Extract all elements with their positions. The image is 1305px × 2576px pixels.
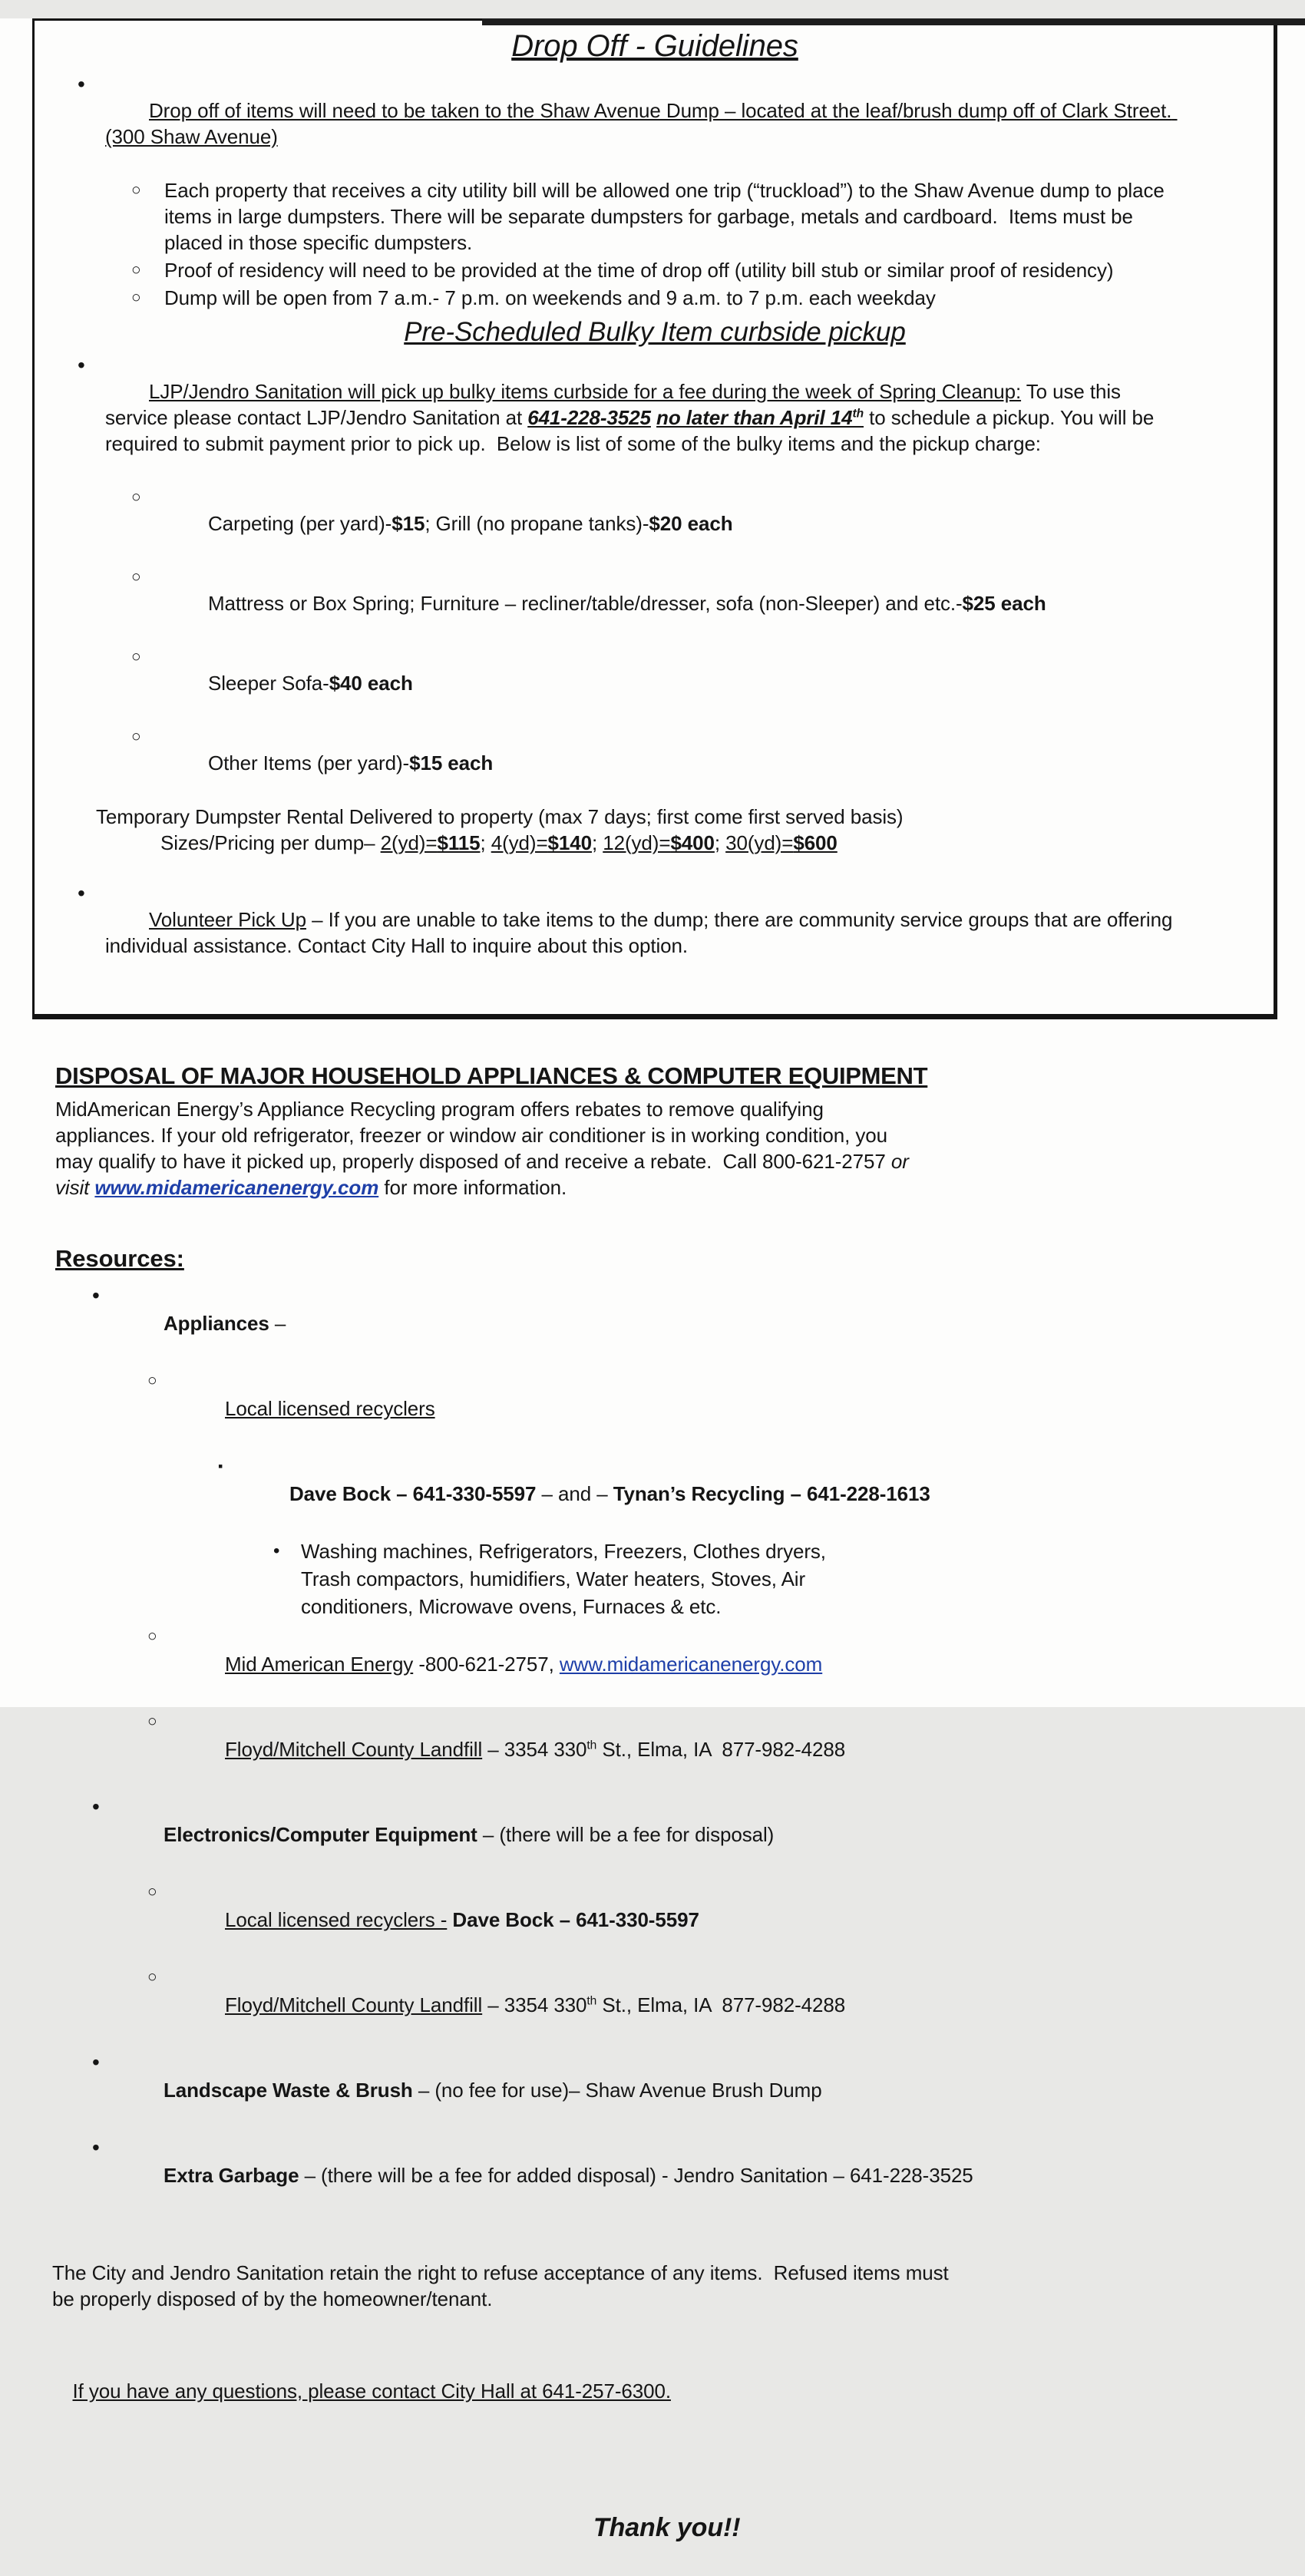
pickup-deadline xyxy=(656,406,864,429)
size-price: $400 xyxy=(670,831,715,854)
size-price: $115 xyxy=(437,831,481,854)
disposal-closing-text: for more information. xyxy=(378,1176,567,1199)
dash-text: – xyxy=(269,1312,286,1335)
separator-text: ; xyxy=(592,831,603,854)
spacer-text xyxy=(651,406,656,429)
midamerican-energy-text xyxy=(181,1623,822,1706)
bullet-each-property xyxy=(59,177,1250,256)
size-label: 30(yd)= xyxy=(725,831,794,854)
price-value: $25 each xyxy=(962,592,1046,615)
price-value: $40 each xyxy=(329,672,413,695)
landfill-label: Floyd/Mitchell County Landfill xyxy=(225,1993,483,2016)
extra-garbage-note: – (there will be a fee for added disposal) - Jendro Sanitation – 641-228-3525 xyxy=(299,2164,973,2187)
disposal-body-text: MidAmerican Energy’s Appliance Recycling program offers rebates to remove qualifying appliances. If your old refrigerator, freezer or window air conditioner is in working condition, you may qualify to have it picked up, properly disposed of and receive a rebate. Call 800-621-2757 xyxy=(55,1098,894,1173)
square-bullet-icon: ▪ xyxy=(218,1458,223,1474)
bullet-electronics xyxy=(55,1793,1305,1876)
disc-bullet-icon: • xyxy=(273,1541,280,1561)
ordinal-suffix: th xyxy=(852,407,864,421)
volunteer-description: – If you are unable to take items to the dump; there are community service groups that are offering individual assistance. Contact City Hall to inquire about this option. xyxy=(105,908,1178,957)
disc-bullet-icon: • xyxy=(78,72,85,96)
sizes-pricing-line xyxy=(160,830,1250,856)
guidelines-title-text: Drop Off - Guidelines xyxy=(511,29,798,63)
circle-bullet-icon: ○ xyxy=(131,728,141,745)
circle-bullet-icon: ○ xyxy=(147,1968,157,1986)
disc-bullet-icon: • xyxy=(92,1283,100,1307)
landfill-text xyxy=(181,1963,845,2046)
bullet-dave-bock-tynans xyxy=(55,1452,1305,1535)
proof-residency-text: Proof of residency will need to be provided at the time of drop off (utility bill stub or similar proof of residency) xyxy=(164,259,1114,282)
circle-bullet-icon: ○ xyxy=(131,648,141,665)
item-label: ; Grill (no propane tanks)- xyxy=(425,512,649,535)
tynans-contact: Tynan’s Recycling – 641-228-1613 xyxy=(613,1482,930,1505)
and-separator: – and – xyxy=(536,1482,613,1505)
appliance-types-text: Washing machines, Refrigerators, Freezers, Clothes dryers, Trash compactors, humidifiers, Water heaters, Stoves, Air conditioners, Microwave ovens, Furnaces & etc. xyxy=(301,1540,831,1618)
guidelines-box xyxy=(32,18,1277,1019)
landfill-address-phone: St., Elma, IA 877-982-4288 xyxy=(596,1993,846,2016)
volunteer-pickup-text xyxy=(105,880,1180,985)
electronics-text xyxy=(120,1793,774,1876)
disposal-heading-text: DISPOSAL OF MAJOR HOUSEHOLD APPLIANCES & COMPUTER EQUIPMENT xyxy=(55,1062,928,1089)
guidelines-title xyxy=(59,27,1250,65)
drop-off-instruction: Drop off of items will need to be taken to the Shaw Avenue Dump – located at the leaf/brush dump off of Clark Street. (300 Shaw Avenue) xyxy=(105,99,1178,148)
dump-size-option xyxy=(603,831,715,854)
circle-bullet-icon: ○ xyxy=(131,289,141,306)
disc-bullet-icon: • xyxy=(92,1795,100,1818)
bullet-ljp-pickup xyxy=(59,352,1250,483)
circle-bullet-icon: ○ xyxy=(131,568,141,586)
appliances-text xyxy=(120,1282,286,1365)
volunteer-label: Volunteer Pick Up xyxy=(149,908,306,931)
electronics-label: Electronics/Computer Equipment xyxy=(164,1823,477,1846)
resources-heading-text: Resources: xyxy=(55,1245,184,1272)
each-property-text: Each property that receives a city utility bill will be allowed one trip (“truckload”) to the Shaw Avenue dump to place items in large dumpsters. There will be separate dumpsters for garbage, metals and cardboard. Items must be placed in those specific dumpsters. xyxy=(164,179,1170,254)
deadline-text: no later than April 14 xyxy=(656,406,853,429)
local-recyclers-label: Local licensed recyclers xyxy=(225,1397,435,1420)
sleeper-price-text xyxy=(164,644,413,722)
item-label: Mattress or Box Spring; Furniture – recliner/table/dresser, sofa (non-Sleeper) and etc.- xyxy=(208,592,963,615)
bullet-floyd-mitchell-landfill xyxy=(55,1708,1305,1791)
local-recyclers-electronics-text xyxy=(181,1878,699,1961)
circle-bullet-icon: ○ xyxy=(147,1627,157,1645)
or-visit-text: or visit xyxy=(55,1150,914,1199)
disc-bullet-icon: • xyxy=(78,881,85,905)
extra-garbage-text xyxy=(120,2134,973,2217)
bullet-midamerican-energy xyxy=(55,1623,1305,1706)
dump-size-option xyxy=(491,831,592,854)
other-items-price-text xyxy=(164,724,493,802)
questions-text: If you have any questions, please contact City Hall at 641-257-6300. xyxy=(72,2379,671,2403)
sizes-prefix: Sizes/Pricing per dump– xyxy=(160,831,381,854)
refusal-note: The City and Jendro Sanitation retain the right to refuse acceptance of any items. Refused items must be properly disposed of by the homeowner/tenant. xyxy=(52,2261,954,2310)
ljp-mid-text: To use this service please contact LJP/Jendro Sanitation at xyxy=(105,380,1127,429)
circle-bullet-icon: ○ xyxy=(131,181,141,199)
extra-garbage-label: Extra Garbage xyxy=(164,2164,299,2187)
bulky-pickup-heading-text: Pre-Scheduled Bulky Item curbside pickup xyxy=(404,317,906,347)
midamerican-label: Mid American Energy xyxy=(225,1653,414,1676)
item-label: Other Items (per yard)- xyxy=(208,751,410,774)
landfill-text xyxy=(181,1708,845,1791)
ordinal-suffix: th xyxy=(586,1994,597,2008)
circle-bullet-icon: ○ xyxy=(147,1883,157,1901)
bullet-volunteer-pickup xyxy=(59,880,1250,985)
local-recyclers-label: Local licensed recyclers - xyxy=(225,1908,448,1931)
disposal-heading xyxy=(55,1061,1305,1091)
landscape-waste-label: Landscape Waste & Brush xyxy=(164,2079,413,2102)
size-label: 12(yd)= xyxy=(603,831,671,854)
mattress-price-text xyxy=(164,564,1046,642)
size-price: $140 xyxy=(547,831,592,854)
landfill-label: Floyd/Mitchell County Landfill xyxy=(225,1738,483,1761)
carpeting-price-text xyxy=(164,484,732,563)
ljp-pickup-text xyxy=(105,352,1180,483)
disc-bullet-icon: • xyxy=(92,2050,100,2074)
dave-bock-contact: Dave Bock – 641-330-5597 xyxy=(452,1908,699,1931)
price-value: $15 each xyxy=(409,751,494,774)
ljp-lead-text: LJP/Jendro Sanitation will pick up bulky items curbside for a fee during the week of Spring Cleanup: xyxy=(149,380,1022,403)
midamericanenergy-link[interactable]: www.midamericanenergy.com xyxy=(559,1653,823,1676)
midamericanenergy-link[interactable]: www.midamericanenergy.com xyxy=(94,1176,379,1199)
bullet-drop-off-text xyxy=(105,71,1180,176)
bullet-local-recyclers xyxy=(55,1367,1305,1450)
midamerican-phone: -800-621-2757, xyxy=(413,1653,560,1676)
thank-you xyxy=(0,2479,1305,2576)
disposal-paragraph xyxy=(55,1096,915,1200)
dump-hours-text: Dump will be open from 7 a.m.- 7 p.m. on weekends and 9 a.m. to 7 p.m. each weekday xyxy=(164,286,936,309)
bulky-pickup-heading xyxy=(59,315,1250,349)
local-recyclers-text xyxy=(181,1367,435,1450)
dumpster-rental-line: Temporary Dumpster Rental Delivered to property (max 7 days; first come first served basis) xyxy=(96,805,904,828)
item-label: Sleeper Sofa- xyxy=(208,672,329,695)
size-label: 4(yd)= xyxy=(491,831,548,854)
dave-bock-contact: Dave Bock – 641-330-5597 xyxy=(289,1482,537,1505)
resources-list xyxy=(55,1282,1305,2217)
size-label: 2(yd)= xyxy=(380,831,438,854)
landfill-address-phone: St., Elma, IA 877-982-4288 xyxy=(596,1738,846,1761)
landscape-waste-note: – (no fee for use)– Shaw Avenue Brush Dump xyxy=(412,2079,822,2102)
bullet-dump-hours xyxy=(59,285,1250,311)
bullet-mattress-price xyxy=(59,564,1250,642)
separator-text: ; xyxy=(480,831,491,854)
bullet-appliances xyxy=(55,1282,1305,1365)
disc-bullet-icon: • xyxy=(92,2135,100,2159)
bullet-appliance-types xyxy=(55,1537,1305,1620)
dave-bock-tynans-text xyxy=(246,1452,930,1535)
bullet-extra-garbage xyxy=(55,2134,1305,2217)
bullet-other-items-price xyxy=(59,724,1250,802)
ljp-phone-number: 641-228-3525 xyxy=(527,406,651,429)
item-label: Carpeting (per yard)- xyxy=(208,512,392,535)
electronics-fee-note: – (there will be a fee for disposal) xyxy=(477,1823,775,1846)
dump-size-option xyxy=(725,831,838,854)
bullet-drop-off xyxy=(59,71,1250,176)
circle-bullet-icon: ○ xyxy=(147,1712,157,1730)
landscape-waste-text xyxy=(120,2049,822,2132)
circle-bullet-icon: ○ xyxy=(147,1372,157,1389)
dump-size-option xyxy=(381,831,481,854)
landfill-address: – 3354 330 xyxy=(482,1738,587,1761)
disc-bullet-icon: • xyxy=(78,353,85,377)
ljp-tail-text: to schedule a pickup. You will be required to submit payment prior to pick up. Below is list of some of the bulky items and the pickup charge: xyxy=(105,406,1160,455)
scanned-notice-page xyxy=(0,18,1305,2542)
bullet-carpeting-price xyxy=(59,484,1250,563)
scan-edge-artifact xyxy=(482,18,1305,25)
bullet-proof-residency xyxy=(59,257,1250,283)
questions-line xyxy=(51,2352,1305,2430)
price-value: $20 each xyxy=(649,512,733,535)
thank-you-text: Thank you!! xyxy=(593,2513,741,2542)
bullet-floyd-mitchell-landfill-2 xyxy=(55,1963,1305,2046)
price-value: $15 xyxy=(392,512,425,535)
circle-bullet-icon: ○ xyxy=(131,488,141,506)
landfill-address: – 3354 330 xyxy=(482,1993,587,2016)
bullet-landscape-waste xyxy=(55,2049,1305,2132)
ordinal-suffix: th xyxy=(586,1739,597,1752)
separator-text: ; xyxy=(714,831,726,854)
circle-bullet-icon: ○ xyxy=(131,261,141,279)
bullet-local-recyclers-electronics xyxy=(55,1878,1305,1961)
resources-heading xyxy=(55,1243,1305,1274)
size-price: $600 xyxy=(793,831,838,854)
appliances-label: Appliances xyxy=(164,1312,269,1335)
bullet-sleeper-price xyxy=(59,644,1250,722)
